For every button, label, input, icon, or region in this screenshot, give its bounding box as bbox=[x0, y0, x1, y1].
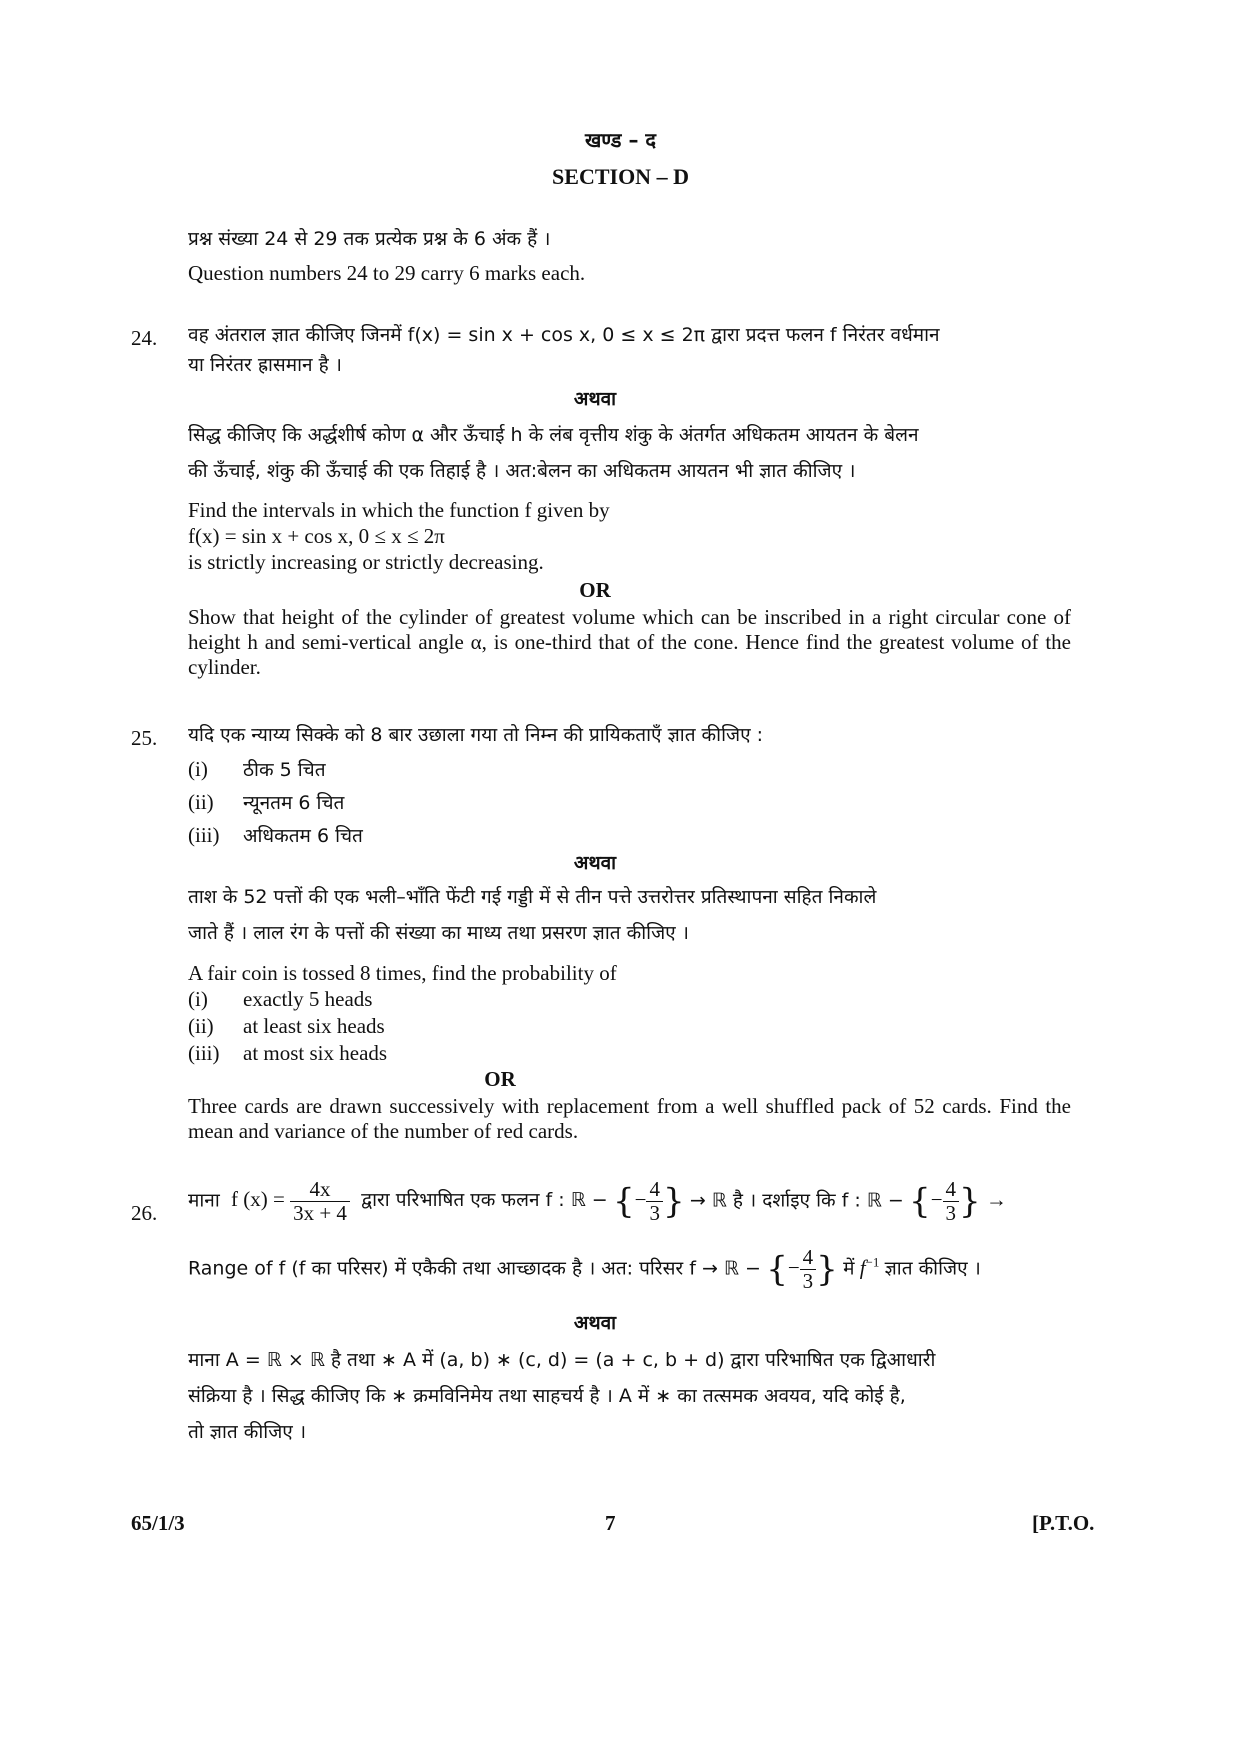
q26-mid-text: द्वारा परिभाषित एक फलन f : ℝ − bbox=[361, 1189, 608, 1212]
q25-hindi-or-line1: ताश के 52 पत्तों की एक भली–भाँति फेंटी गई गड्डी में से तीन पत्ते उत्तरोत्तर प्रतिस्थापना सहित निकाले bbox=[188, 886, 877, 908]
q26-set-fraction-2: $\frac{4}{3}$ bbox=[943, 1178, 960, 1225]
q26-line2: Range of f (f का परिसर) में एकैकी तथा आच्छादक है । अत: परिसर f → ℝ − {− $\frac{4}{3}$ } में $f^{-1}$ ज्ञात कीजिए । bbox=[188, 1245, 981, 1294]
q26-finverse: f bbox=[859, 1255, 866, 1280]
q26-fraction: $\frac{4x}{3x + 4}$ bbox=[290, 1178, 350, 1225]
q25-hindi-or-line2: जाते हैं । लाल रंग के पत्तों की संख्या का माध्य तथा प्रसरण ज्ञात कीजिए । bbox=[188, 922, 689, 944]
q25-english-part-i: (i) exactly 5 heads bbox=[188, 987, 373, 1011]
q26-set-fraction-3: $\frac{4}{3}$ bbox=[800, 1246, 817, 1293]
instructions-hindi: प्रश्न संख्या 24 से 29 तक प्रत्येक प्रश्न के 6 अंक हैं । bbox=[188, 228, 551, 250]
q26-hindi-or-line1: माना A = ℝ × ℝ है तथा ∗ A में (a, b) ∗ (c, d) = (a + c, b + d) द्वारा परिभाषित एक द्विआधारी bbox=[188, 1349, 936, 1371]
footer-page-number: 7 bbox=[605, 1511, 616, 1535]
q24-english-line3: is strictly increasing or strictly decreasing. bbox=[188, 550, 544, 574]
q26-hindi-or-line2: संक्रिया है । सिद्ध कीजिए कि ∗ क्रमविनिमेय तथा साहचर्य है । A में ∗ का तत्समक अवयव, यदि कोई है, bbox=[188, 1385, 906, 1407]
q24-hindi-line1: वह अंतराल ज्ञात कीजिए जिनमें f(x) = sin x + cos x, 0 ≤ x ≤ 2π द्वारा प्रदत्त फलन f निरंतर वर्धमान bbox=[188, 324, 940, 346]
question-number-26: 26. bbox=[131, 1201, 158, 1225]
q25-or: OR bbox=[484, 1067, 516, 1091]
q26-fx: f (x) = bbox=[231, 1187, 285, 1212]
q26-arrow: → bbox=[985, 1187, 1007, 1212]
instructions-english: Question numbers 24 to 29 carry 6 marks each. bbox=[188, 261, 586, 285]
q26-line1: माना f (x) = $\frac{4x}{3x + 4}$ द्वारा परिभाषित एक फलन f : ℝ − {− $\frac{4}{3}$ } → ℝ है । दर्शाइए कि f : ℝ − {− $\frac{4}{3}$ } → bbox=[188, 1177, 1007, 1226]
q25-athva: अथवा bbox=[573, 852, 617, 874]
q24-athva: अथवा bbox=[573, 388, 617, 410]
q26-hindi-or-line3: तो ज्ञात कीजिए । bbox=[188, 1421, 307, 1443]
q24-hindi-or-line1: सिद्ध कीजिए कि अर्द्धशीर्ष कोण α और ऊँचाई h के लंब वृत्तीय शंकु के अंतर्गत अधिकतम आयतन के बेलन bbox=[188, 424, 919, 446]
q24-or: OR bbox=[579, 578, 611, 602]
q25-english-line1: A fair coin is tossed 8 times, find the probability of bbox=[188, 961, 617, 985]
q26-arrow-text: → ℝ है । दर्शाइए कि f : ℝ − bbox=[689, 1189, 904, 1212]
q25-english-or: Three cards are drawn successively with replacement from a well shuffled pack of 52 cards. Find the mean and variance of the number of red cards. bbox=[188, 1094, 1071, 1144]
question-number-25: 25. bbox=[131, 726, 158, 750]
q26-line2-start: Range of f (f का परिसर) में एकैकी तथा आच्छादक है । अत: परिसर f → ℝ − bbox=[188, 1257, 761, 1280]
q25-hindi-line1: यदि एक न्याय्य सिक्के को 8 बार उछाला गया तो निम्न की प्रायिकताएँ ज्ञात कीजिए : bbox=[188, 724, 764, 746]
q26-athva: अथवा bbox=[573, 1312, 617, 1334]
q24-english-line1: Find the intervals in which the function f given by bbox=[188, 498, 610, 522]
q24-hindi-line2: या निरंतर ह्रासमान है । bbox=[188, 354, 342, 376]
q24-english-or: Show that height of the cylinder of greatest volume which can be inscribed in a right circular cone of height h and semi-vertical angle α, is one-third that of the cone. Hence find the greatest volume of the cylinder. bbox=[188, 605, 1071, 680]
question-number-24: 24. bbox=[131, 326, 158, 350]
footer-code: 65/1/3 bbox=[131, 1511, 185, 1535]
q24-english-line2: f(x) = sin x + cos x, 0 ≤ x ≤ 2π bbox=[188, 524, 445, 548]
q24-hindi-or-line2: की ऊँचाई, शंकु की ऊँचाई की एक तिहाई है । अत:बेलन का अधिकतम आयतन भी ज्ञात कीजिए । bbox=[188, 460, 856, 482]
q25-hindi-part-i: (i) ठीक 5 चित bbox=[188, 757, 326, 781]
section-heading-hindi: खण्ड – द bbox=[584, 128, 657, 152]
q26-set-fraction-1: $\frac{4}{3}$ bbox=[646, 1178, 663, 1225]
q25-hindi-part-ii: (ii) न्यूनतम 6 चित bbox=[188, 790, 345, 814]
q25-english-part-iii: (iii) at most six heads bbox=[188, 1041, 388, 1065]
q25-english-part-ii: (ii) at least six heads bbox=[188, 1014, 385, 1038]
q25-hindi-part-iii: (iii) अधिकतम 6 चित bbox=[188, 823, 363, 847]
q26-maana: माना bbox=[188, 1189, 220, 1212]
section-heading-english: SECTION – D bbox=[552, 164, 689, 189]
footer-pto: [P.T.O. bbox=[1032, 1511, 1095, 1535]
